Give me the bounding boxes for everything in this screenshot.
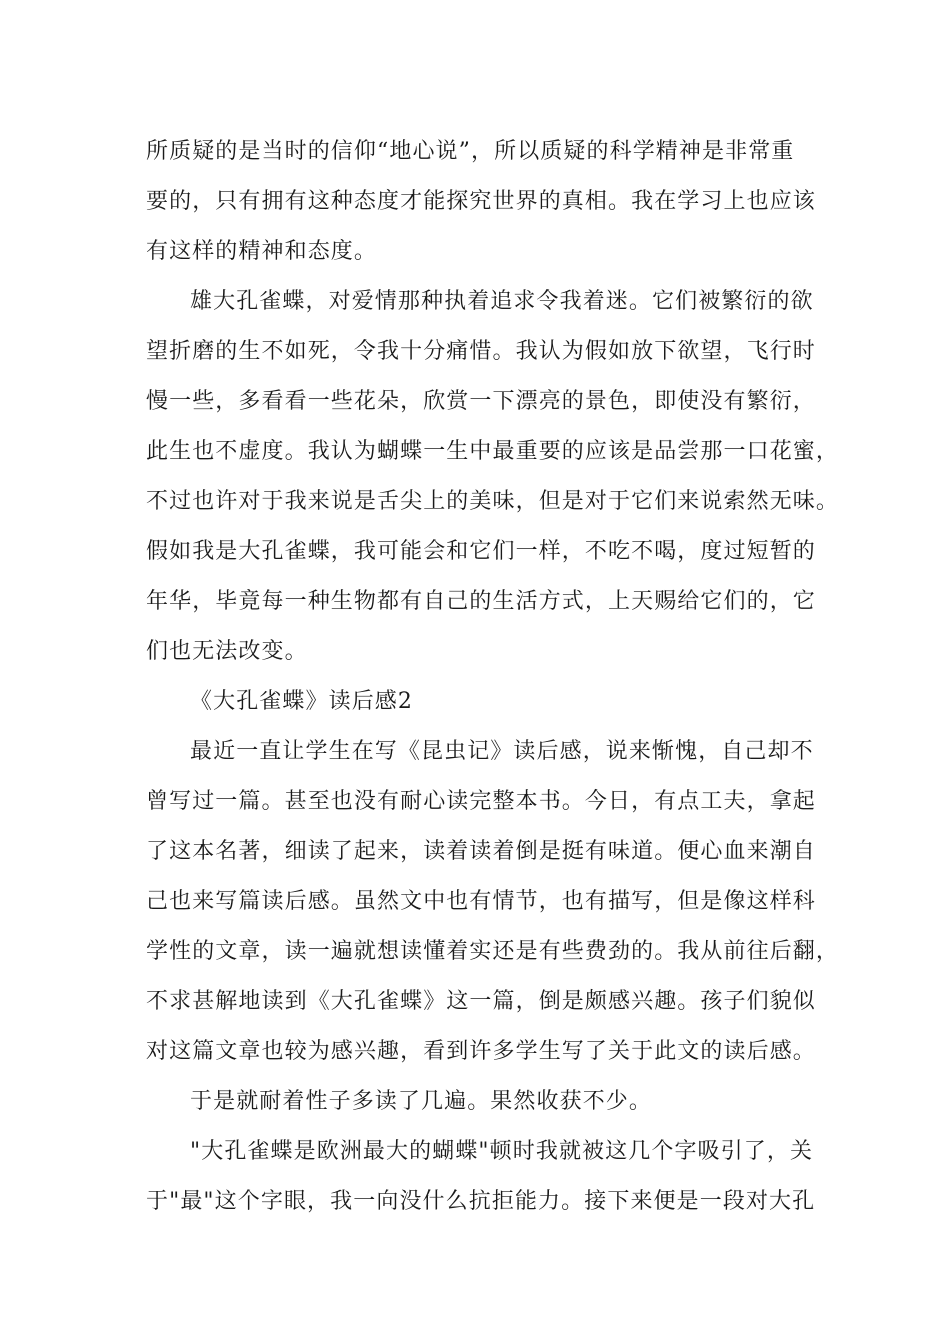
text-line: 有这样的精神和态度。 [146,239,378,264]
text-line: 于是就耐着性子多读了几遍。果然收获不少。 [190,1089,653,1114]
text-line: "大孔雀蝶是欧洲最大的蝴蝶"顿时我就被这几个字吸引了，关 [190,1139,814,1164]
text-line: 己也来写篇读后感。虽然文中也有情节，也有描写，但是像这样科 [146,889,816,914]
text-line: 曾写过一篇。甚至也没有耐心读完整本书。今日，有点工夫，拿起 [146,789,816,814]
text-line: 此生也不虚度。我认为蝴蝶一生中最重要的应该是品尝那一口花蜜， [146,439,840,464]
text-line: 于"最"这个字眼，我一向没什么抗拒能力。接下来便是一段对大孔 [146,1189,816,1214]
text-line: 了这本名著，细读了起来，读着读着倒是挺有味道。便心血来潮自 [146,839,816,864]
section-heading: 《大孔雀蝶》读后感2 [190,689,413,714]
text-line: 年华，毕竟每一种生物都有自己的生活方式，上天赐给它们的，它 [146,589,816,614]
text-line: 学性的文章，读一遍就想读懂着实还是有些费劲的。我从前往后翻， [146,939,840,964]
text-line: 不求甚解地读到《大孔雀蝶》这一篇，倒是颇感兴趣。孩子们貌似 [146,989,816,1014]
text-line: 不过也许对于我来说是舌尖上的美味，但是对于它们来说索然无味。 [146,489,840,514]
text-line: 雄大孔雀蝶，对爱情那种执着追求令我着迷。它们被繁衍的欲 [190,289,814,314]
text-line: 对这篇文章也较为感兴趣，看到许多学生写了关于此文的读后感。 [146,1039,816,1064]
text-line: 最近一直让学生在写《昆虫记》读后感，说来惭愧，自己却不 [190,739,814,764]
text-line: 望折磨的生不如死，令我十分痛惜。我认为假如放下欲望，飞行时 [146,339,816,364]
text-line: 假如我是大孔雀蝶，我可能会和它们一样，不吃不喝，度过短暂的 [146,539,816,564]
text-line: 要的，只有拥有这种态度才能探究世界的真相。我在学习上也应该 [146,189,816,214]
document-page [146,127,840,1227]
text-line: 所质疑的是当时的信仰“地心说”，所以质疑的科学精神是非常重 [146,139,795,164]
text-line: 慢一些，多看看一些花朵，欣赏一下漂亮的景色，即使没有繁衍， [146,389,816,414]
text-line: 们也无法改变。 [146,639,308,664]
